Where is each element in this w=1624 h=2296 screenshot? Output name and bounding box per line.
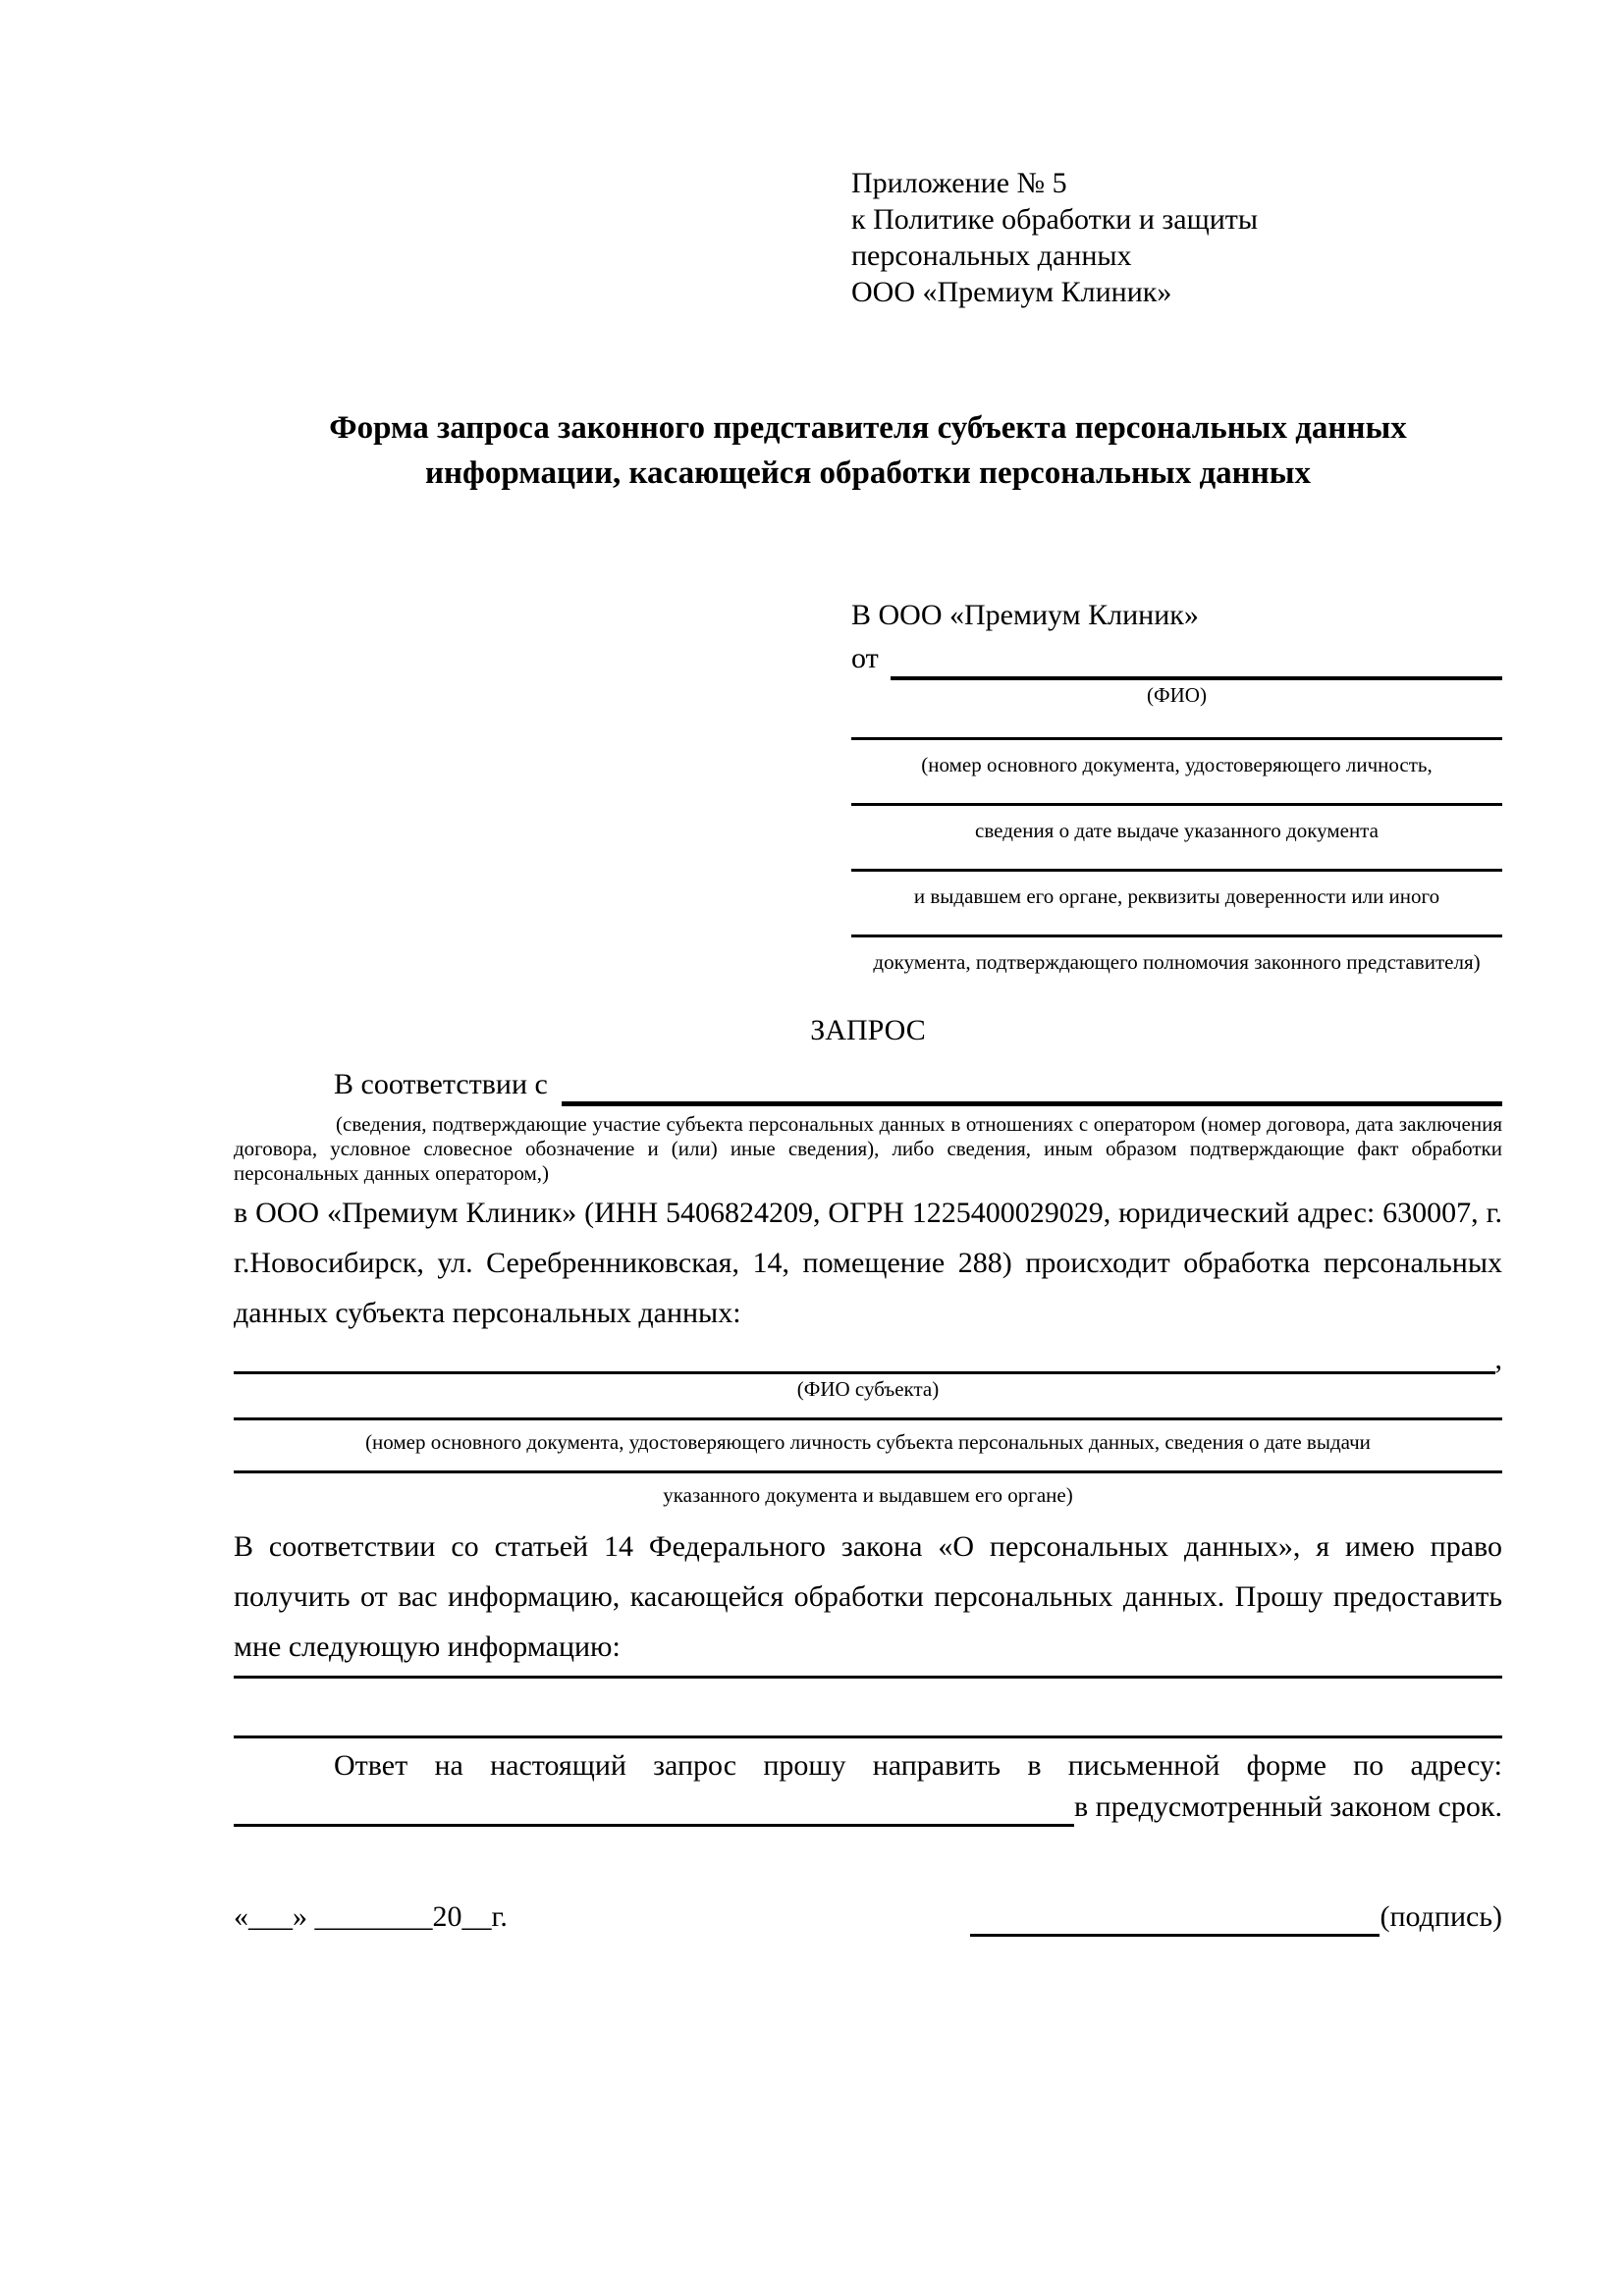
representative-doc-group-1: [851, 737, 1502, 777]
date-line: «___» ________20__г.: [234, 1900, 508, 1933]
requested-info-blank-field-1: [234, 1676, 1502, 1679]
representative-doc-blank-field-4: [851, 934, 1502, 937]
appendix-line-1: Приложение № 5: [851, 167, 1067, 199]
operator-paragraph: в ООО «Премиум Клиник» (ИНН 5406824209, ОГРН 1225400029029, юридический адрес: 630007, г. г.Новосибирск, ул. Серебренниковская, 14, помещение 288) происходит обработка персональных данных субъекта персональных данных:: [234, 1197, 1502, 1329]
representative-doc-blank-field-2: [851, 803, 1502, 806]
representative-doc-group-4: [851, 934, 1502, 975]
representative-doc-caption-3: и выдавшем его органе, реквизиты доверенности или иного: [913, 884, 1440, 908]
reply-tail: в предусмотренный законом срок.: [1074, 1790, 1502, 1823]
reply-address-blank-field: [234, 1798, 1074, 1827]
basis-blank-field: [562, 1066, 1502, 1106]
basis-caption: (сведения, подтверждающие участие субъекта персональных данных в отношениях с оператором (номер договора, дата заключения договора, условное словесное обозначение и (или) иные сведения), либо сведения, иным образом подтверждающие факт обработки персональных данных оператором,): [234, 1112, 1502, 1185]
subject-fio-blank-field: [234, 1338, 1495, 1374]
addressee-block: [851, 594, 1502, 975]
representative-name-blank-field: [891, 639, 1502, 680]
basis-label: В соответствии с: [334, 1068, 548, 1100]
reply-address-row: [234, 1788, 1502, 1827]
document-title: Форма запроса законного представителя субъекта персональных данных информации, касающейся обработки персональных данных: [329, 410, 1407, 491]
signature-blank-field: [970, 1898, 1380, 1937]
from-label: от: [851, 642, 879, 674]
fio-caption: (ФИО): [1147, 683, 1207, 707]
representative-doc-caption-2: сведения о дате выдаче указанного документа: [975, 819, 1379, 842]
subject-doc-blank-field-1: [234, 1417, 1502, 1420]
signature-caption: (подпись): [1380, 1900, 1502, 1933]
subject-fio-caption: (ФИО субъекта): [796, 1377, 940, 1401]
addressee-organization: В ООО «Премиум Клиник»: [851, 599, 1199, 631]
reply-paragraph: Ответ на настоящий запрос прошу направить в письменной форме по адресу:: [334, 1749, 1502, 1782]
law-paragraph: В соответствии со статьей 14 Федерального закона «О персональных данных», я имею право получить от вас информацию, касающейся обработки персональных данных. Прошу предоставить мне следующую информацию:: [234, 1530, 1502, 1663]
footer-row: [234, 1897, 1502, 1937]
basis-row: [234, 1063, 1502, 1106]
signature-block: [970, 1897, 1502, 1937]
requested-info-blank-field-2: [234, 1735, 1502, 1738]
representative-doc-blank-field-3: [851, 869, 1502, 872]
request-heading: ЗАПРОС: [810, 1014, 926, 1046]
subject-doc-blank-field-2: [234, 1470, 1502, 1473]
subject-doc-caption-1: (номер основного документа, удостоверяющего личность субъекта персональных данных, сведения о дате выдачи: [365, 1430, 1371, 1454]
representative-doc-caption-4: документа, подтверждающего полномочия законного представителя): [873, 950, 1481, 974]
appendix-line-2: к Политике обработки и защиты: [851, 203, 1259, 236]
subject-doc-caption-2: указанного документа и выдавшем его органе): [663, 1483, 1073, 1507]
from-row: [851, 637, 1502, 680]
representative-doc-group-3: [851, 869, 1502, 909]
subject-fio-row: [234, 1338, 1502, 1374]
representative-doc-caption-1: (номер основного документа, удостоверяющего личность,: [921, 753, 1433, 776]
trailing-comma: ,: [1494, 1343, 1502, 1375]
appendix-line-3: персональных данных: [851, 240, 1132, 272]
representative-doc-group-2: [851, 803, 1502, 843]
appendix-line-4: ООО «Премиум Клиник»: [851, 276, 1172, 308]
appendix-header: [851, 165, 1502, 310]
representative-doc-blank-field-1: [851, 737, 1502, 740]
